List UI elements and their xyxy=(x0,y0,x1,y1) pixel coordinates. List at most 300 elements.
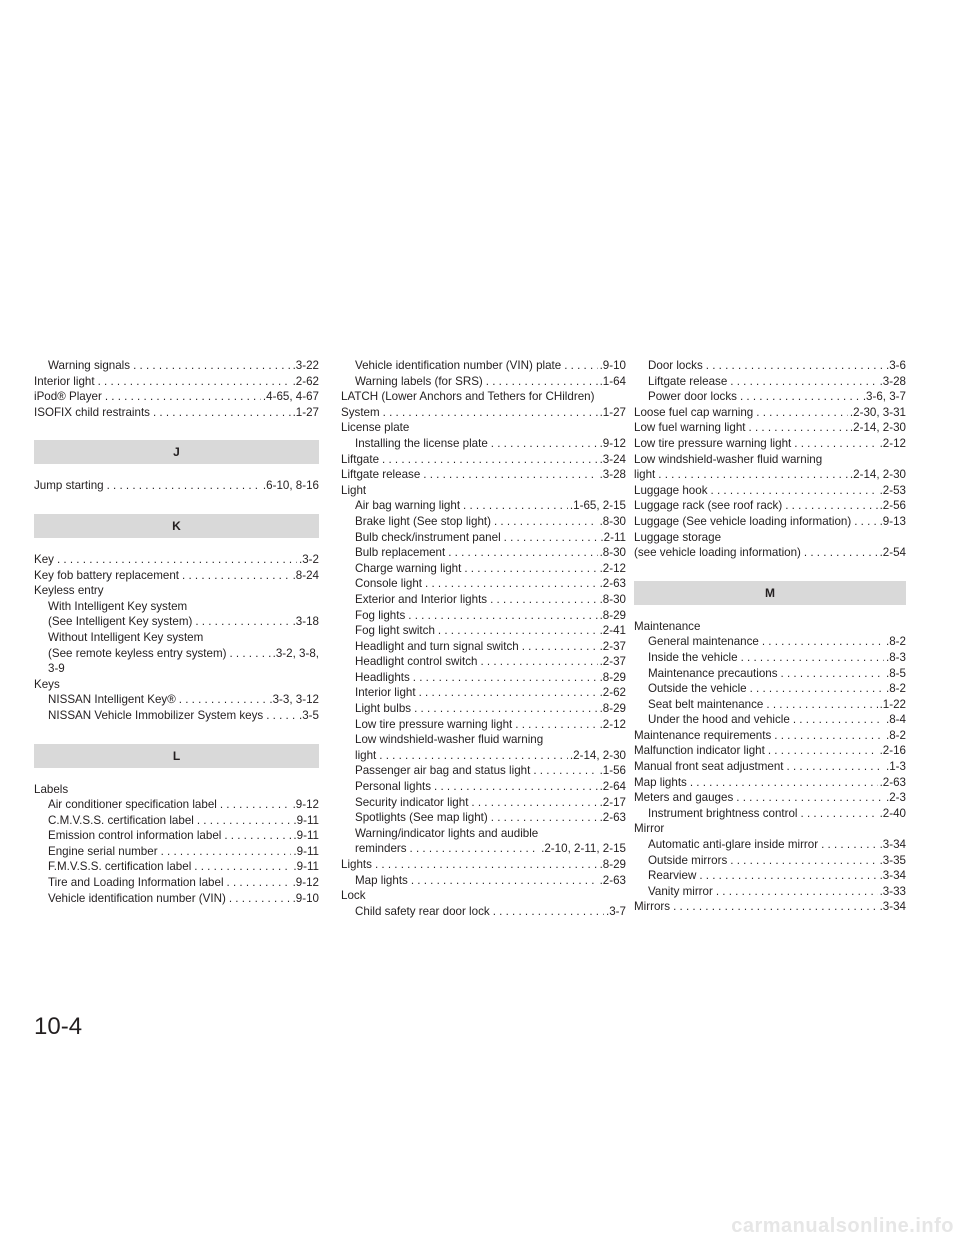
index-entry-label: Manual front seat adjustment xyxy=(634,760,784,774)
index-entry-label: Liftgate xyxy=(341,452,380,466)
index-entry xyxy=(341,873,626,889)
dot-leader xyxy=(182,568,291,584)
index-entry xyxy=(634,358,906,374)
dot-leader xyxy=(153,405,291,421)
index-entry xyxy=(341,857,626,873)
dot-leader xyxy=(413,670,598,686)
index-entry xyxy=(634,650,906,666)
index-entry xyxy=(341,904,626,920)
dot-leader xyxy=(98,374,291,390)
index-entry-page: .2-40 xyxy=(879,806,906,820)
dot-leader xyxy=(229,891,291,907)
index-entry-label: Automatic anti-glare inside mirror xyxy=(648,838,819,852)
index-entry-page: .1-27 xyxy=(292,405,319,419)
dot-leader xyxy=(699,868,877,884)
dot-leader xyxy=(448,545,597,561)
index-entry-label: Luggage (See vehicle loading information) xyxy=(634,514,852,528)
index-entry-label: Meters and gauges xyxy=(634,791,734,805)
index-entry-page: .2-12 xyxy=(879,436,906,450)
index-entry-page: .2-37 xyxy=(599,639,626,653)
dot-leader xyxy=(801,806,878,822)
index-entry-page: .2-11 xyxy=(600,530,626,544)
dot-leader xyxy=(490,592,597,608)
index-entry-page: .8-24 xyxy=(292,568,319,582)
index-entry-label: Warning signals xyxy=(48,359,131,372)
index-entry xyxy=(34,813,319,829)
index-entry-label: Liftgate release xyxy=(341,468,421,482)
index-subheading: Warning/indicator lights and audible xyxy=(355,826,539,840)
index-entry-page: .8-2 xyxy=(886,635,906,649)
index-entry-page: .8-4 xyxy=(886,713,906,727)
dot-leader xyxy=(762,634,884,650)
index-entry-label: Passenger air bag and status light xyxy=(355,764,531,778)
dot-leader xyxy=(414,701,597,717)
dot-leader xyxy=(533,763,597,779)
index-entry xyxy=(634,545,906,561)
page-number: 10-4 xyxy=(34,1013,83,1040)
dot-leader xyxy=(564,358,597,374)
index-subheading: License plate xyxy=(341,421,410,435)
index-entry xyxy=(341,763,626,779)
index-entry-page: .9-12 xyxy=(292,876,319,890)
index-entry-page: .2-14, 2-30 xyxy=(569,748,626,762)
index-entry-page: .2-14, 2-30 xyxy=(849,468,906,482)
index-entry xyxy=(634,634,906,650)
index-entry-label: reminders xyxy=(355,842,407,856)
index-entry-page: .1-3 xyxy=(886,760,906,774)
index-entry-page: .9-10 xyxy=(292,891,319,905)
index-subheading: Light xyxy=(341,483,367,497)
dot-leader xyxy=(266,708,297,724)
dot-leader xyxy=(383,405,598,421)
dot-leader xyxy=(673,899,878,915)
index-entry-page: .2-16 xyxy=(879,744,906,758)
dot-leader xyxy=(766,697,877,713)
index-entry xyxy=(634,666,906,682)
section-header-m: M xyxy=(634,581,906,605)
index-entry-label: Key xyxy=(34,552,54,566)
index-entry-label: Console light xyxy=(355,577,423,591)
index-entry xyxy=(341,592,626,608)
index-entry-label: Headlight control switch xyxy=(355,655,478,669)
index-entry-label: NISSAN Intelligent Key® xyxy=(48,693,176,707)
dot-leader xyxy=(107,478,261,494)
dot-leader xyxy=(161,844,292,860)
index-entry-page: .3-28 xyxy=(599,468,626,482)
index-entry-page: .9-11 xyxy=(293,860,319,874)
index-entry xyxy=(34,374,319,390)
index-entry-page: .2-12 xyxy=(599,717,626,731)
index-entry-page: .3-34 xyxy=(879,900,906,914)
dot-leader xyxy=(464,561,597,577)
index-entry-page: .2-3 xyxy=(886,791,906,805)
index-subheading: With Intelligent Key system xyxy=(48,599,188,613)
index-entry-page: .8-30 xyxy=(599,514,626,528)
index-entry-page: .2-30, 3-31 xyxy=(849,405,906,419)
dot-leader xyxy=(480,654,597,670)
index-entry-label: Vehicle identification number (VIN) xyxy=(48,891,226,905)
index-entry xyxy=(634,681,906,697)
index-entry xyxy=(34,552,319,568)
index-entry-page: .4-65, 4-67 xyxy=(262,390,319,404)
index-entry-page: .8-30 xyxy=(599,546,626,560)
dot-leader xyxy=(716,884,878,900)
index-entry xyxy=(634,884,906,900)
index-entry-page: .9-10 xyxy=(599,359,626,372)
index-entry-page: .8-29 xyxy=(599,858,626,871)
index-entry xyxy=(34,859,319,875)
dot-leader xyxy=(434,779,598,795)
index-entry-label: Loose fuel cap warning xyxy=(634,405,754,419)
watermark[interactable]: carmanualsonline.info xyxy=(731,1215,954,1237)
index-entry-label: Low tire pressure warning light xyxy=(634,436,792,450)
index-entry-label: Engine serial number xyxy=(48,844,158,858)
index-entry-page: .3-18 xyxy=(292,615,319,629)
section-header-j: J xyxy=(34,440,319,464)
index-entry xyxy=(341,608,626,624)
index-subheading: 3-9 xyxy=(48,662,65,676)
index-entry xyxy=(34,844,319,860)
dot-leader xyxy=(105,389,261,405)
index-entry-label: (See remote keyless entry system) xyxy=(48,646,227,660)
index-entry-page: .3-22 xyxy=(292,359,319,372)
index-entry xyxy=(34,389,319,405)
index-entry-label: Seat belt maintenance xyxy=(648,697,764,711)
index-entry xyxy=(341,530,626,546)
index-entry-page: .8-3 xyxy=(886,650,906,664)
index-entry xyxy=(634,420,906,436)
index-entry-label: Fog light switch xyxy=(355,624,435,638)
index-entry-page: .8-2 xyxy=(886,682,906,696)
dot-leader xyxy=(410,841,540,857)
index-subheading: Low windshield-washer fluid warning xyxy=(355,733,544,747)
index-entry xyxy=(341,514,626,530)
index-entry xyxy=(341,498,626,514)
index-entry-label: ISOFIX child restraints xyxy=(34,405,150,419)
index-entry-page: .3-24 xyxy=(599,452,626,466)
dot-leader xyxy=(220,797,291,813)
index-entry-label: Charge warning light xyxy=(355,561,462,575)
index-entry xyxy=(341,701,626,717)
dot-leader xyxy=(423,467,597,483)
index-entry-page: .2-14, 2-30 xyxy=(849,421,906,435)
index-entry-label: Interior light xyxy=(34,374,95,388)
index-entry xyxy=(634,514,906,530)
index-entry xyxy=(634,868,906,884)
index-entry-page: .2-62 xyxy=(599,686,626,700)
index-entry-page: .3-28 xyxy=(879,374,906,388)
dot-leader xyxy=(57,552,297,568)
index-entry-page: .2-37 xyxy=(599,655,626,669)
index-entry-label: Bulb check/instrument panel xyxy=(355,530,501,544)
index-entry-label: General maintenance xyxy=(648,635,759,649)
index-entry-label: iPod® Player xyxy=(34,390,102,404)
index-entry-page: .2-12 xyxy=(599,561,626,575)
index-entry-page: .2-41 xyxy=(599,624,626,638)
index-entry xyxy=(34,828,319,844)
dot-leader xyxy=(690,775,878,791)
index-subheading: Luggage storage xyxy=(634,530,722,544)
index-entry xyxy=(341,576,626,592)
index-entry xyxy=(341,545,626,561)
dot-leader xyxy=(195,614,290,630)
dot-leader xyxy=(419,685,598,701)
index-entry xyxy=(341,670,626,686)
index-entry xyxy=(634,743,906,759)
index-entry-label: light xyxy=(634,468,656,482)
index-subheading: Labels xyxy=(34,782,69,796)
index-entry-label: Headlight and turn signal switch xyxy=(355,639,519,653)
index-entry-label: Map lights xyxy=(634,775,687,789)
index-entry-page: .3-7 xyxy=(606,904,626,918)
index-entry xyxy=(341,358,626,374)
index-entry-label: Luggage hook xyxy=(634,483,708,497)
dot-leader xyxy=(736,790,884,806)
dot-leader xyxy=(179,692,268,708)
index-entry-page: .9-13 xyxy=(879,514,906,528)
index-entry-label: Mirrors xyxy=(634,900,671,914)
index-entry-page: .1-22 xyxy=(879,697,906,711)
index-entry-label: Fog lights xyxy=(355,608,406,622)
index-entry-label: Outside mirrors xyxy=(648,853,728,867)
index-entry-label: NISSAN Vehicle Immobilizer System keys xyxy=(48,708,264,722)
dot-leader xyxy=(229,646,270,662)
index-entry-label: Lights xyxy=(341,858,372,871)
index-entry xyxy=(341,748,626,764)
index-entry-label: Security indicator light xyxy=(355,795,469,809)
index-subheading: Keys xyxy=(34,677,60,691)
index-entry-label: System xyxy=(341,405,380,419)
index-entry-label: Light bulbs xyxy=(355,702,412,716)
index-entry-label: Child safety rear door lock xyxy=(355,904,490,918)
index-entry-label: Outside the vehicle xyxy=(648,682,747,696)
index-entry-page: .2-54 xyxy=(879,546,906,560)
index-entry-page: .9-12 xyxy=(599,436,626,450)
index-column-3 xyxy=(634,358,906,915)
index-entry xyxy=(341,467,626,483)
index-entry xyxy=(341,374,626,390)
index-entry-label: Malfunction indicator light xyxy=(634,744,765,758)
index-entry xyxy=(34,797,319,813)
index-entry-label: (see vehicle loading information) xyxy=(634,546,801,560)
index-entry-label: Power door locks xyxy=(648,390,737,404)
index-entry-label: Instrument brightness control xyxy=(648,806,798,820)
index-entry-label: Luggage rack (see roof rack) xyxy=(634,499,783,513)
dot-leader xyxy=(706,358,884,374)
index-entry xyxy=(634,712,906,728)
dot-leader xyxy=(382,452,598,468)
index-subheading: Keyless entry xyxy=(34,584,104,598)
index-entry-page: .2-17 xyxy=(599,795,626,809)
index-entry xyxy=(34,875,319,891)
index-entry-label: Headlights xyxy=(355,670,410,684)
dot-leader xyxy=(227,875,291,891)
dot-leader xyxy=(658,467,848,483)
dot-leader xyxy=(411,873,598,889)
index-entry-label: Warning labels (for SRS) xyxy=(355,374,483,388)
section-header-k: K xyxy=(34,514,319,538)
dot-leader xyxy=(425,576,598,592)
index-entry xyxy=(341,810,626,826)
index-entry xyxy=(634,759,906,775)
index-entry-label: Brake light (See stop light) xyxy=(355,514,491,528)
dot-leader xyxy=(494,514,598,530)
index-entry xyxy=(341,717,626,733)
index-entry xyxy=(634,467,906,483)
index-entry xyxy=(634,853,906,869)
dot-leader xyxy=(515,717,597,733)
dot-leader xyxy=(375,857,598,873)
dot-leader xyxy=(463,498,568,514)
index-entry-page: .1-65, 2-15 xyxy=(569,499,626,513)
index-entry-label: C.M.V.S.S. certification label xyxy=(48,813,194,827)
index-entry-page: .9-11 xyxy=(293,813,319,827)
index-entry-label: Installing the license plate xyxy=(355,436,488,450)
index-entry-label: Rearview xyxy=(648,869,697,883)
index-entry xyxy=(634,405,906,421)
dot-leader xyxy=(741,650,884,666)
index-entry-label: Personal lights xyxy=(355,780,432,794)
index-entry-label: Air bag warning light xyxy=(355,499,461,513)
index-entry-label: Spotlights (See map light) xyxy=(355,811,488,825)
index-entry-page: .2-56 xyxy=(879,499,906,513)
index-entry-label: F.M.V.S.S. certification label xyxy=(48,860,192,874)
index-entry-label: Exterior and Interior lights xyxy=(355,592,488,606)
index-entry xyxy=(341,623,626,639)
index-entry-page: .8-2 xyxy=(886,728,906,742)
index-entry-page: .1-56 xyxy=(599,764,626,778)
index-entry-page: .3-35 xyxy=(879,853,906,867)
index-entry-label: Under the hood and vehicle xyxy=(648,713,790,727)
index-entry-page: .3-3, 3-12 xyxy=(269,693,319,707)
index-subheading: Lock xyxy=(341,889,366,903)
index-entry xyxy=(341,405,626,421)
dot-leader xyxy=(740,389,861,405)
dot-leader xyxy=(785,498,877,514)
index-entry xyxy=(341,436,626,452)
index-entry-label: Maintenance precautions xyxy=(648,666,778,680)
index-entry-page: .3-5 xyxy=(299,708,319,722)
dot-leader xyxy=(793,712,884,728)
index-entry xyxy=(634,899,906,915)
index-entry-label: Interior light xyxy=(355,686,416,700)
dot-leader xyxy=(408,608,597,624)
index-entry-page: .3-34 xyxy=(879,838,906,852)
dot-leader xyxy=(750,681,884,697)
dot-leader xyxy=(522,639,598,655)
index-entry xyxy=(634,837,906,853)
index-entry-page: .2-63 xyxy=(599,577,626,591)
index-entry-page: .2-53 xyxy=(879,483,906,497)
index-entry-label: light xyxy=(355,748,377,762)
dot-leader xyxy=(491,436,598,452)
index-entry-label: Low tire pressure warning light xyxy=(355,717,513,731)
index-entry-page: .3-34 xyxy=(879,869,906,883)
dot-leader xyxy=(504,530,599,546)
section-header-l: L xyxy=(34,744,319,768)
index-entry xyxy=(634,790,906,806)
index-entry xyxy=(341,452,626,468)
index-entry-label: Low fuel warning light xyxy=(634,421,746,435)
index-entry-page: .2-63 xyxy=(879,775,906,789)
index-entry xyxy=(341,639,626,655)
index-entry-page: .2-62 xyxy=(292,374,319,388)
index-entry xyxy=(634,483,906,499)
dot-leader xyxy=(787,759,885,775)
index-entry xyxy=(634,389,906,405)
index-entry-page: .1-27 xyxy=(599,405,626,419)
index-entry xyxy=(634,697,906,713)
index-entry-page: .8-29 xyxy=(599,670,626,684)
index-entry xyxy=(341,841,626,857)
index-subheading: Low windshield-washer fluid warning xyxy=(634,452,823,466)
index-entry-label: Liftgate release xyxy=(648,374,728,388)
index-subheading: LATCH (Lower Anchors and Tethers for CHildren) xyxy=(341,390,595,404)
index-entry xyxy=(634,775,906,791)
dot-leader xyxy=(821,837,877,853)
index-entry-page: .8-30 xyxy=(599,592,626,606)
index-entry-page: .3-33 xyxy=(879,884,906,898)
index-entry-label: Vehicle identification number (VIN) plate xyxy=(355,359,562,372)
index-entry-label: (See Intelligent Key system) xyxy=(48,615,193,629)
dot-leader xyxy=(781,666,884,682)
index-entry-page: .2-63 xyxy=(599,811,626,825)
index-entry-label: Inside the vehicle xyxy=(648,650,738,664)
dot-leader xyxy=(438,623,598,639)
index-subheading: Without Intelligent Key system xyxy=(48,630,204,644)
index-entry-label: Bulb replacement xyxy=(355,546,446,560)
index-entry-page: .9-11 xyxy=(293,829,319,843)
dot-leader xyxy=(471,795,597,811)
index-entry-page: .3-2, 3-8, xyxy=(272,646,319,660)
index-entry-page: .3-6 xyxy=(886,359,906,372)
dot-leader xyxy=(804,545,878,561)
index-entry xyxy=(34,358,319,374)
index-entry xyxy=(34,478,319,494)
dot-leader xyxy=(133,358,291,374)
index-entry-page: .3-2 xyxy=(299,552,319,566)
index-entry xyxy=(634,498,906,514)
index-entry-page: .9-12 xyxy=(292,798,319,812)
dot-leader xyxy=(197,813,292,829)
index-entry xyxy=(341,795,626,811)
index-entry-label: Tire and Loading Information label xyxy=(48,876,224,890)
dot-leader xyxy=(486,374,598,390)
dot-leader xyxy=(756,405,848,421)
dot-leader xyxy=(224,828,291,844)
index-entry-label: Key fob battery replacement xyxy=(34,568,180,582)
index-entry-page: .8-29 xyxy=(599,608,626,622)
index-entry-page: .8-29 xyxy=(599,702,626,716)
index-column-1 xyxy=(34,358,319,906)
index-entry xyxy=(34,405,319,421)
index-entry-label: Air conditioner specification label xyxy=(48,798,217,812)
dot-leader xyxy=(768,743,878,759)
dot-leader xyxy=(491,810,598,826)
index-entry xyxy=(34,614,319,630)
index-entry xyxy=(34,692,319,708)
dot-leader xyxy=(194,859,291,875)
index-entry-label: Map lights xyxy=(355,873,408,887)
index-entry xyxy=(634,374,906,390)
dot-leader xyxy=(749,420,848,436)
index-entry-page: .1-64 xyxy=(599,374,626,388)
index-entry xyxy=(341,779,626,795)
index-entry xyxy=(34,708,319,724)
index-entry xyxy=(634,806,906,822)
index-entry-label: Maintenance requirements xyxy=(634,728,772,742)
dot-leader xyxy=(794,436,877,452)
